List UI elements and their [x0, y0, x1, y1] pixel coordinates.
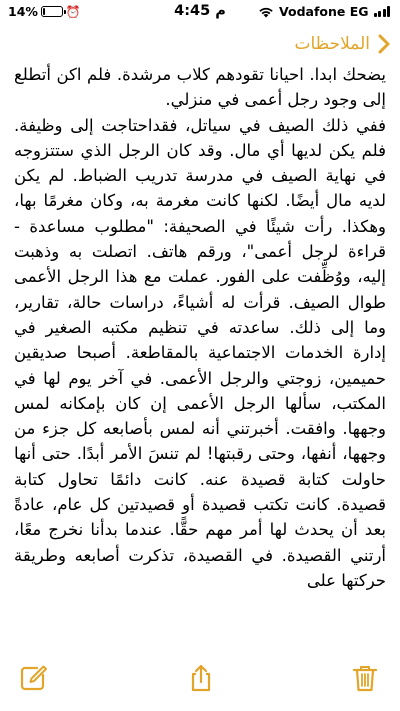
nav-bar	[0, 30, 400, 64]
back-button[interactable]	[294, 32, 394, 56]
carrier-name: Vodafone EG	[278, 4, 369, 19]
alarm-clock-icon: ⏰	[65, 4, 81, 19]
wifi-icon	[258, 6, 274, 18]
compose-icon[interactable]	[18, 663, 48, 693]
status-time: 4:45 م	[174, 3, 226, 19]
status-bar	[0, 0, 400, 26]
bottom-toolbar	[0, 651, 400, 711]
cellular-signal-icon	[374, 6, 391, 17]
share-icon[interactable]	[186, 663, 216, 693]
back-label: الملاحظات	[294, 34, 370, 54]
note-body[interactable]	[14, 62, 386, 658]
battery-percent: 14%	[8, 4, 38, 19]
trash-icon[interactable]	[350, 663, 380, 693]
chevron-right-icon	[374, 32, 394, 56]
status-right	[258, 4, 390, 19]
note-paragraph-2: ففي ذلك الصيف في سياتل، فقداحتاجت إلى وظيفة. فلم يكن لديها أي مال. وقد كان الرجل الذي ستتزوجه في نهاية الصيف في مدرسة تدريب الضباط. لم يكن لديه مال أيضًا. لكنها كانت مغرمة به، وكان مغرمًا بها، وهكذا. رأت شيئًا في الصحيفة: "مطلوب مساعدة - قراءة لرجل أعمى"، ورقم هاتف. اتصلت به وذهبت إليه، ووُظِّفت على الفور. عملت مع هذا الرجل الأعمى طوال الصيف. قرأت له أشياءً، دراسات حالة، تقارير، وما إلى ذلك. ساعدته في تنظيم مكتبه الصغير في إدارة الخدمات الاجتماعية بالمقاطعة. أصبحا صديقين حميمين، زوجتي والرجل الأعمى. في آخر يوم لها في المكتب، سألها الرجل الأعمى إن كان بإمكانه لمس وجهها. وافقت. أخبرتني أنه لمس بأصابعه كل جزء من وجهها، أنفها، وحتى رقبتها! لم تنسَ الأمر أبدًا. حتى أنها حاولت كتابة قصيدة عنه. كانت دائمًا تحاول كتابة قصيدة. كانت تكتب قصيدة أو قصيدتين كل عام، عادةً بعد أن يحدث لها أمر مهم حقًّا. عندما بدأنا نخرج معًا، أرتني القصيدة. في القصيدة، تذكرت أصابعه وطريقة حركتها على	[14, 115, 386, 590]
note-paragraph-1: يضحك ابدا. احيانا تقودهم كلاب مرشدة. فلم اكن أتطلع إلى وجود رجل أعمى في منزلي.	[14, 65, 386, 110]
